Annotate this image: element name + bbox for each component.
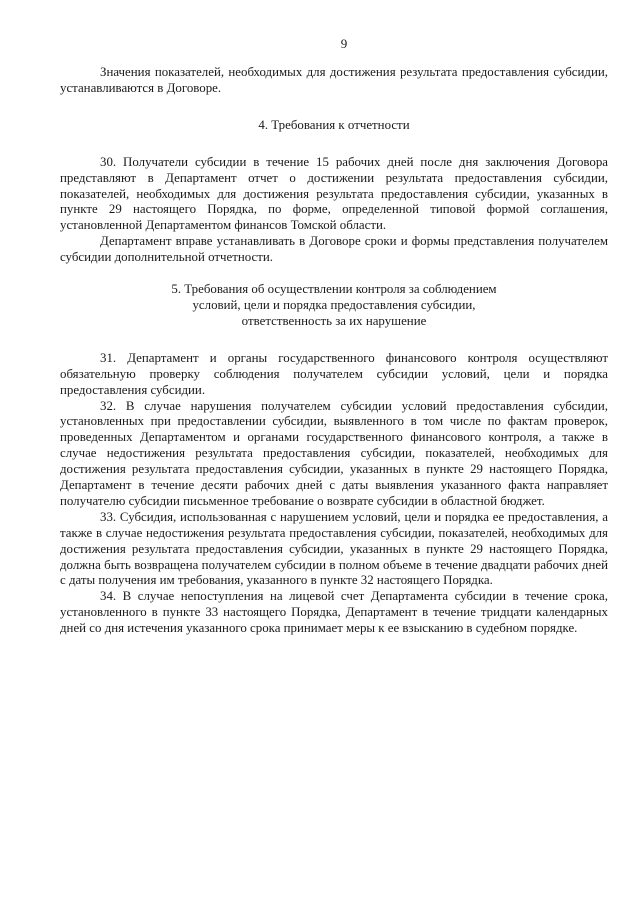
section-4-heading: 4. Требования к отчетности <box>258 117 410 132</box>
paragraph-33: 33. Субсидия, использованная с нарушением условий, цели и порядка ее предоставления, а также в случае недостижения результата предоставления субсидии, показателей, необходимых для достижения результата предоставления субсидии, указанных в пункте 29 настоящего Порядка, должна быть возвращена получателем субсидии в полном объеме в течение двадцати рабочих дней с даты получения им требования, указанного в пункте 32 настоящего Порядка. <box>60 509 608 588</box>
page-number: 9 <box>340 36 348 51</box>
paragraph-34: 34. В случае непоступления на лицевой счет Департамента субсидии в течение срока, установленного в пункте 33 настоящего Порядка, Департамент в течение тридцати календарных дней со дня истечения указанного срока принимает меры к ее взысканию в судебном порядке. <box>60 589 608 636</box>
intro-paragraph: Значения показателей, необходимых для достижения результата предоставления субсидии, устанавливаются в Договоре. <box>60 65 608 95</box>
paragraph-reporting-terms: Департамент вправе устанавливать в Договоре сроки и формы представления получателем субсидии дополнительной отчетности. <box>60 234 608 265</box>
paragraph-30: 30. Получатели субсидии в течение 15 рабочих дней после дня заключения Договора представляют в Департамент отчет о достижении результата предоставления субсидии, показателей, необходимых для достижения результата предоставления субсидии, указанных в пункте 29 настоящего Порядка, по форме, определенной типовой формой соглашения, установленной Департаментом финансов Томской области. <box>60 154 608 233</box>
paragraph-31: 31. Департамент и органы государственного финансового контроля осуществляют обязательную проверку соблюдения получателем субсидии условий, цели и порядка предоставления субсидии. <box>60 350 608 397</box>
section-5-heading <box>60 282 608 330</box>
paragraph-32: 32. В случае нарушения получателем субсидии условий предоставления субсидии, установленных при предоставлении субсидии, выявленного в том числе по фактам проверок, проведенных Департаментом и органами государственного финансового контроля, а также в случае недостижения результата предоставления субсидии, показателей, необходимых для достижения результата предоставления субсидии, указанных в пункте 29 настоящего Порядка, Департамент в течение десяти рабочих дней с даты выявления указанного факта направляет получателю субсидии письменное требование о возврате субсидии в областной бюджет. <box>60 398 608 508</box>
section-5-heading-line: условий, цели и порядка предоставления субсидии, <box>192 297 476 312</box>
section-5-heading-line: 5. Требования об осуществлении контроля за соблюдением <box>171 282 497 297</box>
section-5-heading-line: ответственность за их нарушение <box>241 313 427 328</box>
